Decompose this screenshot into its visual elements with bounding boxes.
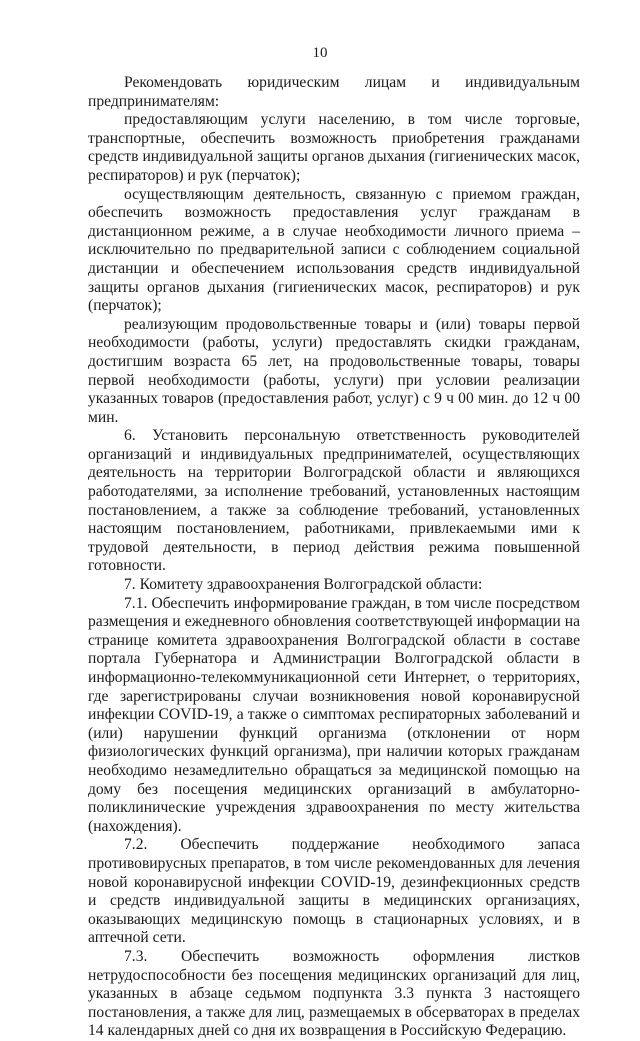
paragraph-reception-activity: осуществляющим деятельность, связанную с приемом граждан, обеспечить возможность предоставления услуг гражданам в дистанционном режиме, а в случае необходимости личного приема – исключительно по предварительной записи с соблюдением социальной дистанции и обеспечением использования средств индивидуальной защиты органов дыхания (гигиенических масок, респираторов) и рук (перчаток); bbox=[88, 185, 580, 315]
page-number: 10 bbox=[312, 45, 328, 61]
paragraph-item-7-3: 7.3. Обеспечить возможность оформления листков нетрудоспособности без посещения медицинских организаций для лиц, указанных в абзаце седьмом подпункта 3.3 пункта 3 настоящего постановления, а также для лиц, размещаемых в обсерваторах в пределах 14 календарных дней со дня их возвращения в Российскую Федерацию. bbox=[88, 947, 580, 1040]
paragraph-recommendation-intro: Рекомендовать юридическим лицам и индивидуальным предпринимателям: bbox=[88, 74, 580, 110]
paragraph-item-7-1: 7.1. Обеспечить информирование граждан, в том числе посредством размещения и ежедневного обновления соответствующей информации на странице комитета здравоохранения Волгоградской области в составе портала Губернатора и Администрации Волгоградской области в информационно-телекоммуникационной сети Интернет, о территориях, где зарегистрированы случаи возникновения новой коронавирусной инфекции COVID-19, а также о симптомах респираторных заболеваний и (или) нарушении функций организма (отклонении от норм физиологических функций организма), при наличии которых гражданам необходимо незамедлительно обращаться за медицинской помощью на дому без посещения медицинских организаций в амбулаторно-поликлинические учреждения здравоохранения по месту жительства (нахождения). bbox=[88, 594, 580, 835]
paragraph-food-retailers: реализующим продовольственные товары и (или) товары первой необходимости (работы, услуги) предоставлять скидки гражданам, достигшим возраста 65 лет, на продовольственные товары, товары первой необходимости (работы, услуги) при условии реализации указанных товаров (предоставления работ, услуг) с 9 ч 00 мин. до 12 ч 00 мин. bbox=[88, 315, 580, 426]
paragraph-item-7-2: 7.2. Обеспечить поддержание необходимого запаса противовирусных препаратов, в том числе рекомендованных для лечения новой коронавирусной инфекции COVID-19, дезинфекционных средств и средств индивидуальной защиты в медицинских организациях, оказывающих медицинскую помощь в стационарных условиях, и в аптечной сети. bbox=[88, 836, 580, 947]
paragraph-item-7: 7. Комитету здравоохранения Волгоградской области: bbox=[124, 576, 483, 594]
document-body bbox=[88, 74, 580, 1041]
paragraph-item-6: 6. Установить персональную ответственность руководителей организаций и индивидуальных предпринимателей, осуществляющих деятельность на территории Волгоградской области и являющихся работодателями, за исполнение требований, установленных настоящим постановлением, а также за соблюдение требований, установленных настоящим постановлением, работниками, привлекаемыми ими к трудовой деятельности, в период действия режима повышенной готовности. bbox=[88, 427, 580, 575]
paragraph-service-providers: предоставляющим услуги населению, в том числе торговые, транспортные, обеспечить возможность приобретения гражданами средств индивидуальной защиты органов дыхания (гигиенических масок, респираторов) и рук (перчаток); bbox=[88, 111, 580, 184]
